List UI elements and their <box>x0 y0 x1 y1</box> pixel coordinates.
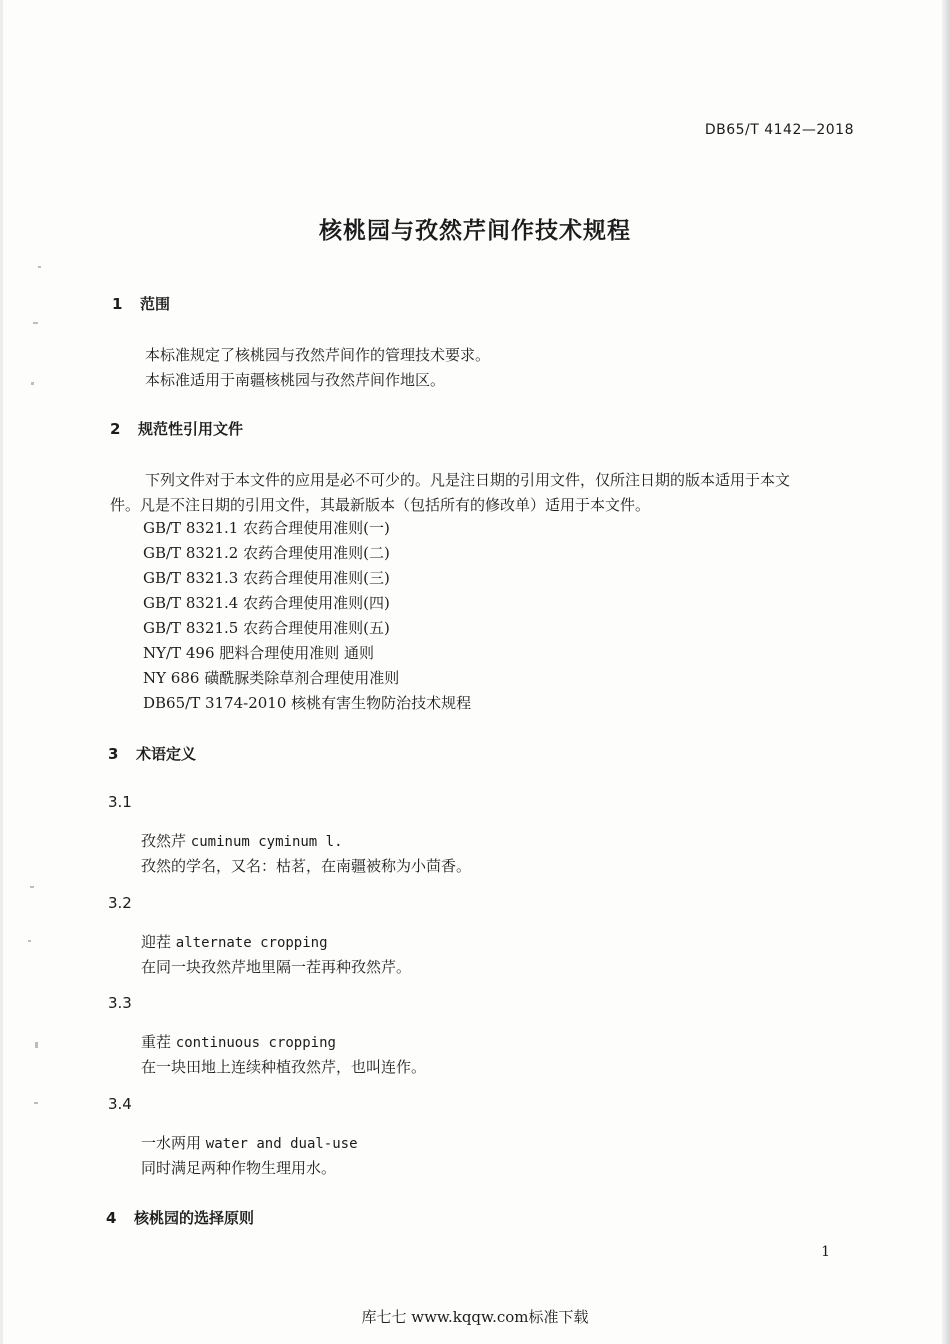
section-number: 4 <box>106 1209 117 1227</box>
scan-speck <box>38 266 41 268</box>
term-en: continuous cropping <box>175 1035 336 1051</box>
subsection-number: 3.1 <box>108 793 132 811</box>
scan-speck <box>30 886 34 888</box>
term-zh: 迎茬 <box>141 933 172 951</box>
term-zh: 重茬 <box>141 1033 172 1051</box>
document-title: 核桃园与孜然芹间作技术规程 <box>319 218 631 244</box>
reference-item: DB65/T 3174-2010 核桃有害生物防治技术规程 <box>143 694 472 712</box>
term-en: water and dual-use <box>205 1136 358 1152</box>
section-title: 规范性引用文件 <box>138 420 244 438</box>
term-en: alternate cropping <box>175 935 328 951</box>
section-title: 核桃园的选择原则 <box>134 1209 255 1227</box>
section-number: 2 <box>110 420 121 438</box>
section-3-heading <box>108 743 196 764</box>
reference-item: GB/T 8321.4 农药合理使用准则(四) <box>143 594 390 612</box>
section-title: 术语定义 <box>136 745 197 763</box>
scan-speck <box>35 1042 38 1048</box>
term-definition: 在同一块孜然芹地里隔一茬再种孜然芹。 <box>141 958 412 976</box>
scan-speck <box>34 1102 38 1104</box>
term-definition: 同时满足两种作物生理用水。 <box>141 1159 337 1177</box>
section-title: 范围 <box>140 295 171 313</box>
section-4-heading <box>106 1207 254 1228</box>
paragraph: 下列文件对于本文件的应用是必不可少的。凡是注日期的引用文件，仅所注日期的版本适用于本文 <box>145 471 791 489</box>
section-1-heading <box>112 293 170 314</box>
term-entry <box>141 1031 336 1052</box>
scan-speck <box>33 322 38 324</box>
term-entry <box>141 830 343 851</box>
term-entry <box>141 1132 358 1153</box>
reference-item: GB/T 8321.5 农药合理使用准则(五) <box>143 619 390 637</box>
paragraph: 件。凡是不注日期的引用文件，其最新版本（包括所有的修改单）适用于本文件。 <box>110 496 651 514</box>
subsection-number: 3.3 <box>108 994 132 1012</box>
term-definition: 在一块田地上连续种植孜然芹，也叫连作。 <box>141 1058 427 1076</box>
paragraph: 本标准适用于南疆核桃园与孜然芹间作地区。 <box>145 371 446 389</box>
reference-item: GB/T 8321.2 农药合理使用准则(二) <box>143 544 390 562</box>
section-number: 3 <box>108 745 119 763</box>
section-2-heading <box>110 418 243 439</box>
page-number: 1 <box>821 1244 830 1260</box>
term-zh: 一水两用 <box>141 1134 202 1152</box>
reference-item: GB/T 8321.1 农药合理使用准则(一) <box>143 519 390 537</box>
reference-item: NY 686 磺酰脲类除草剂合理使用准则 <box>143 669 400 687</box>
scan-edge-right <box>942 0 950 1344</box>
footer-watermark: 库七七 www.kqqw.com标准下载 <box>361 1308 589 1326</box>
term-zh: 孜然芹 <box>141 832 187 850</box>
paragraph: 本标准规定了核桃园与孜然芹间作的管理技术要求。 <box>145 346 491 364</box>
term-en: cuminum cyminum l. <box>190 834 343 850</box>
standard-number: DB65/T 4142—2018 <box>704 122 854 138</box>
term-definition: 孜然的学名，又名：枯茗，在南疆被称为小茴香。 <box>141 857 472 875</box>
term-entry <box>141 931 328 952</box>
section-number: 1 <box>112 295 123 313</box>
scan-speck <box>28 940 31 942</box>
reference-item: GB/T 8321.3 农药合理使用准则(三) <box>143 569 390 587</box>
scan-edge-left <box>0 0 3 1344</box>
scan-speck <box>31 382 34 385</box>
subsection-number: 3.4 <box>108 1095 132 1113</box>
reference-item: NY/T 496 肥料合理使用准则 通则 <box>143 644 375 662</box>
subsection-number: 3.2 <box>108 894 132 912</box>
